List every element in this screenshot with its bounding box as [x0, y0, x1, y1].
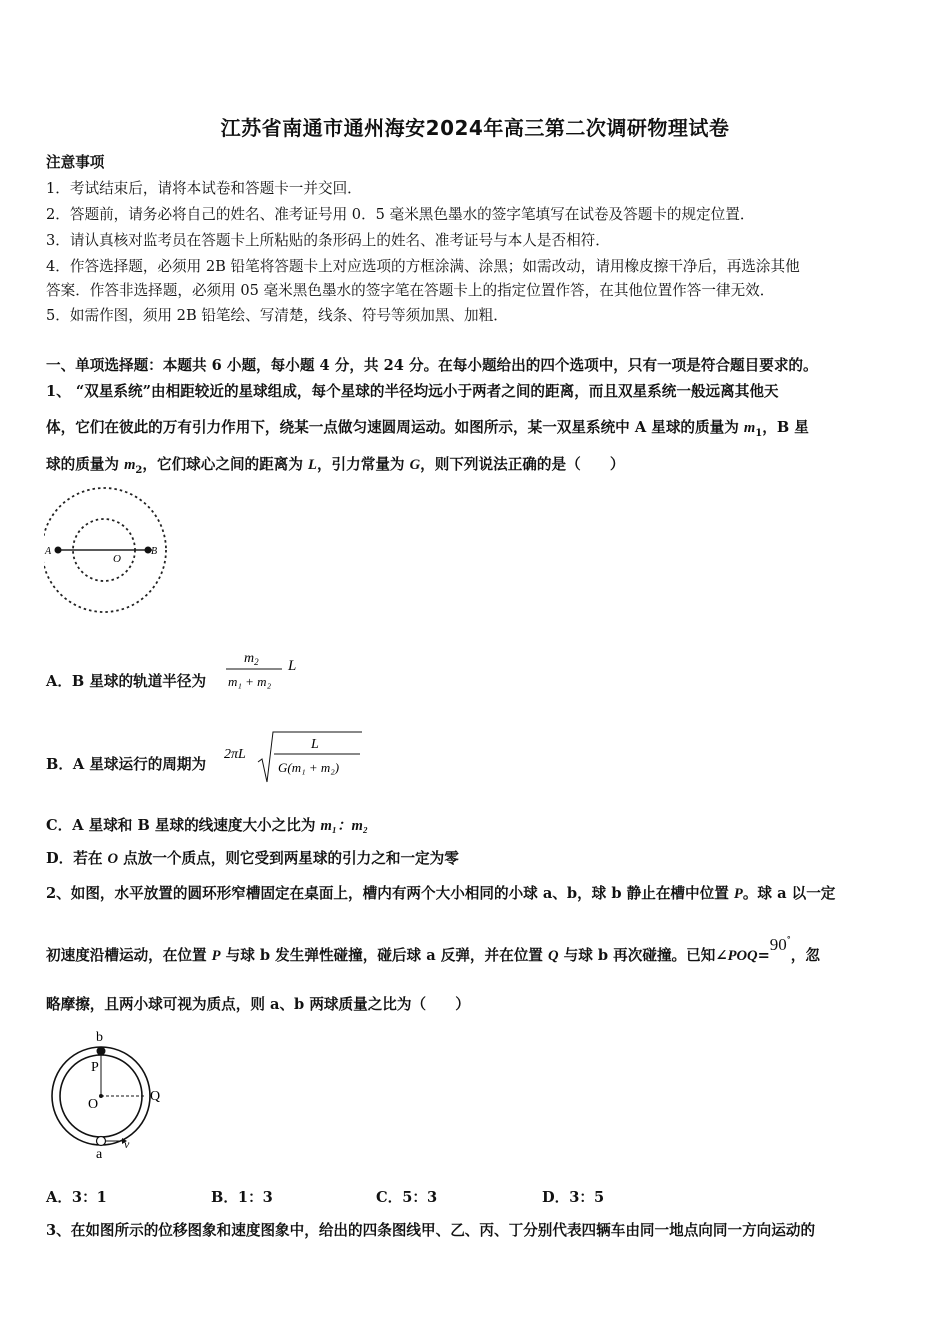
- q2-ring-groove-figure: [46, 1026, 176, 1162]
- q1-option-a-den: m₁ + m₂: [228, 674, 272, 689]
- q1-option-c: C．A 星球和 B 星球的线速度大小之比为 m₁：m₂: [46, 817, 368, 834]
- q1-line-2: 体，它们在彼此的万有引力作用下，绕某一点做匀速圆周运动。如图所示，某一双星系统中 A 星球的质量为 $m_1$，B 星: [46, 419, 809, 439]
- q2-option-c: C．5：3: [376, 1189, 438, 1206]
- q1-label-o: O: [113, 553, 121, 565]
- notice-item-4: 4．作答选择题，必须用 2B 铅笔将答题卡上对应选项的方框涂满、涂黑；如需改动，请用橡皮擦干净后，再选涂其他: [46, 258, 800, 275]
- q2-label-o: O: [88, 1097, 99, 1112]
- q2-label-p: P: [91, 1060, 99, 1075]
- q1-option-b: B．A 星球运行的周期为: [46, 756, 207, 773]
- q1-binary-star-figure: [44, 478, 188, 620]
- notice-item-4-cont: 答案．作答非选择题，必须用 05 毫米黑色墨水的签字笔在答题卡上的指定位置作答，在其他位置作答一律无效．: [46, 282, 775, 299]
- notice-item-3: 3．请认真核对监考员在答题卡上所粘贴的条形码上的姓名、准考证号与本人是否相符．: [46, 232, 610, 249]
- q1-option-d: D．若在 O 点放一个质点，则它受到两星球的引力之和一定为零: [46, 850, 459, 867]
- q1-option-b-den: G(m₁ + m₂): [278, 760, 340, 775]
- page-title: 江苏省南通市通州海安2024年高三第二次调研物理试卷: [220, 116, 730, 140]
- q2-line-2: 初速度沿槽运动，在位置 P 与球 b 发生弹性碰撞，碰后球 a 反弹，并在位置 Q 与球 b 再次碰撞。已知∠POQ=90°，忽: [46, 934, 820, 964]
- q2-center-dot: [99, 1094, 103, 1098]
- q1-option-a-num: $m_2$: [244, 651, 259, 667]
- notice-item-1: 1．考试结束后，请将本试卷和答题卡一并交回．: [46, 180, 362, 197]
- q2-label-b: b: [96, 1030, 103, 1045]
- q2-option-a: A．3：1: [46, 1189, 107, 1206]
- q1-option-b-formula: [222, 726, 367, 786]
- q1-option-a: A．B 星球的轨道半径为: [46, 673, 207, 690]
- q1-label-a: A: [45, 546, 52, 557]
- q3-line-1: 3、在如图所示的位移图象和速度图象中，给出的四条图线甲、乙、丙、丁分别代表四辆车由同一地点向同一方向运动的: [46, 1222, 816, 1239]
- q2-line-3: 略摩擦，且两小球可视为质点，则 a、b 两球质量之比为（ ）: [46, 996, 470, 1013]
- q1-line-1: 1、 “双星系统”由相距较近的星球组成，每个星球的半径均远小于两者之间的距离，而且双星系统一般远离其他天: [46, 383, 779, 400]
- q2-label-a: a: [96, 1147, 103, 1162]
- notice-item-2: 2．答题前，请务必将自己的姓名、准考证号用 0．5 毫米黑色墨水的签字笔填写在试卷及答题卡的规定位置．: [46, 206, 755, 223]
- q2-line-1: 2、如图，水平放置的圆环形窄槽固定在桌面上，槽内有两个大小相同的小球 a、b，球 b 静止在槽中位置 P。球 a 以一定: [46, 885, 836, 902]
- q2-option-d: D．3：5: [542, 1189, 605, 1206]
- q2-label-v: v: [124, 1137, 130, 1151]
- q1-star-a-dot: [55, 547, 62, 554]
- q1-label-b: B: [151, 546, 158, 557]
- q2-label-q: Q: [150, 1089, 161, 1104]
- q2-ball-b: [97, 1047, 106, 1056]
- section-heading: 一、单项选择题：本题共 6 小题，每小题 4 分，共 24 分。在每小题给出的四个选项中，只有一项是符合题目要求的。: [46, 357, 818, 374]
- q1-option-a-l: L: [288, 658, 297, 674]
- q1-option-b-num: L: [311, 737, 319, 752]
- q1-line-3: 球的质量为 $m_2$，它们球心之间的距离为 L，引力常量为 G，则下列说法正确的是（ ）: [46, 456, 625, 476]
- q1-option-b-pre: 2πL: [224, 747, 246, 762]
- q1-option-a-formula: [222, 648, 312, 698]
- notice-item-5: 5．如需作图，须用 2B 铅笔绘、写清楚，线条、符号等须加黑、加粗．: [46, 307, 508, 324]
- q2-option-b: B．1：3: [211, 1189, 273, 1206]
- notice-heading: 注意事项: [46, 154, 105, 171]
- q2-ball-a: [97, 1137, 106, 1146]
